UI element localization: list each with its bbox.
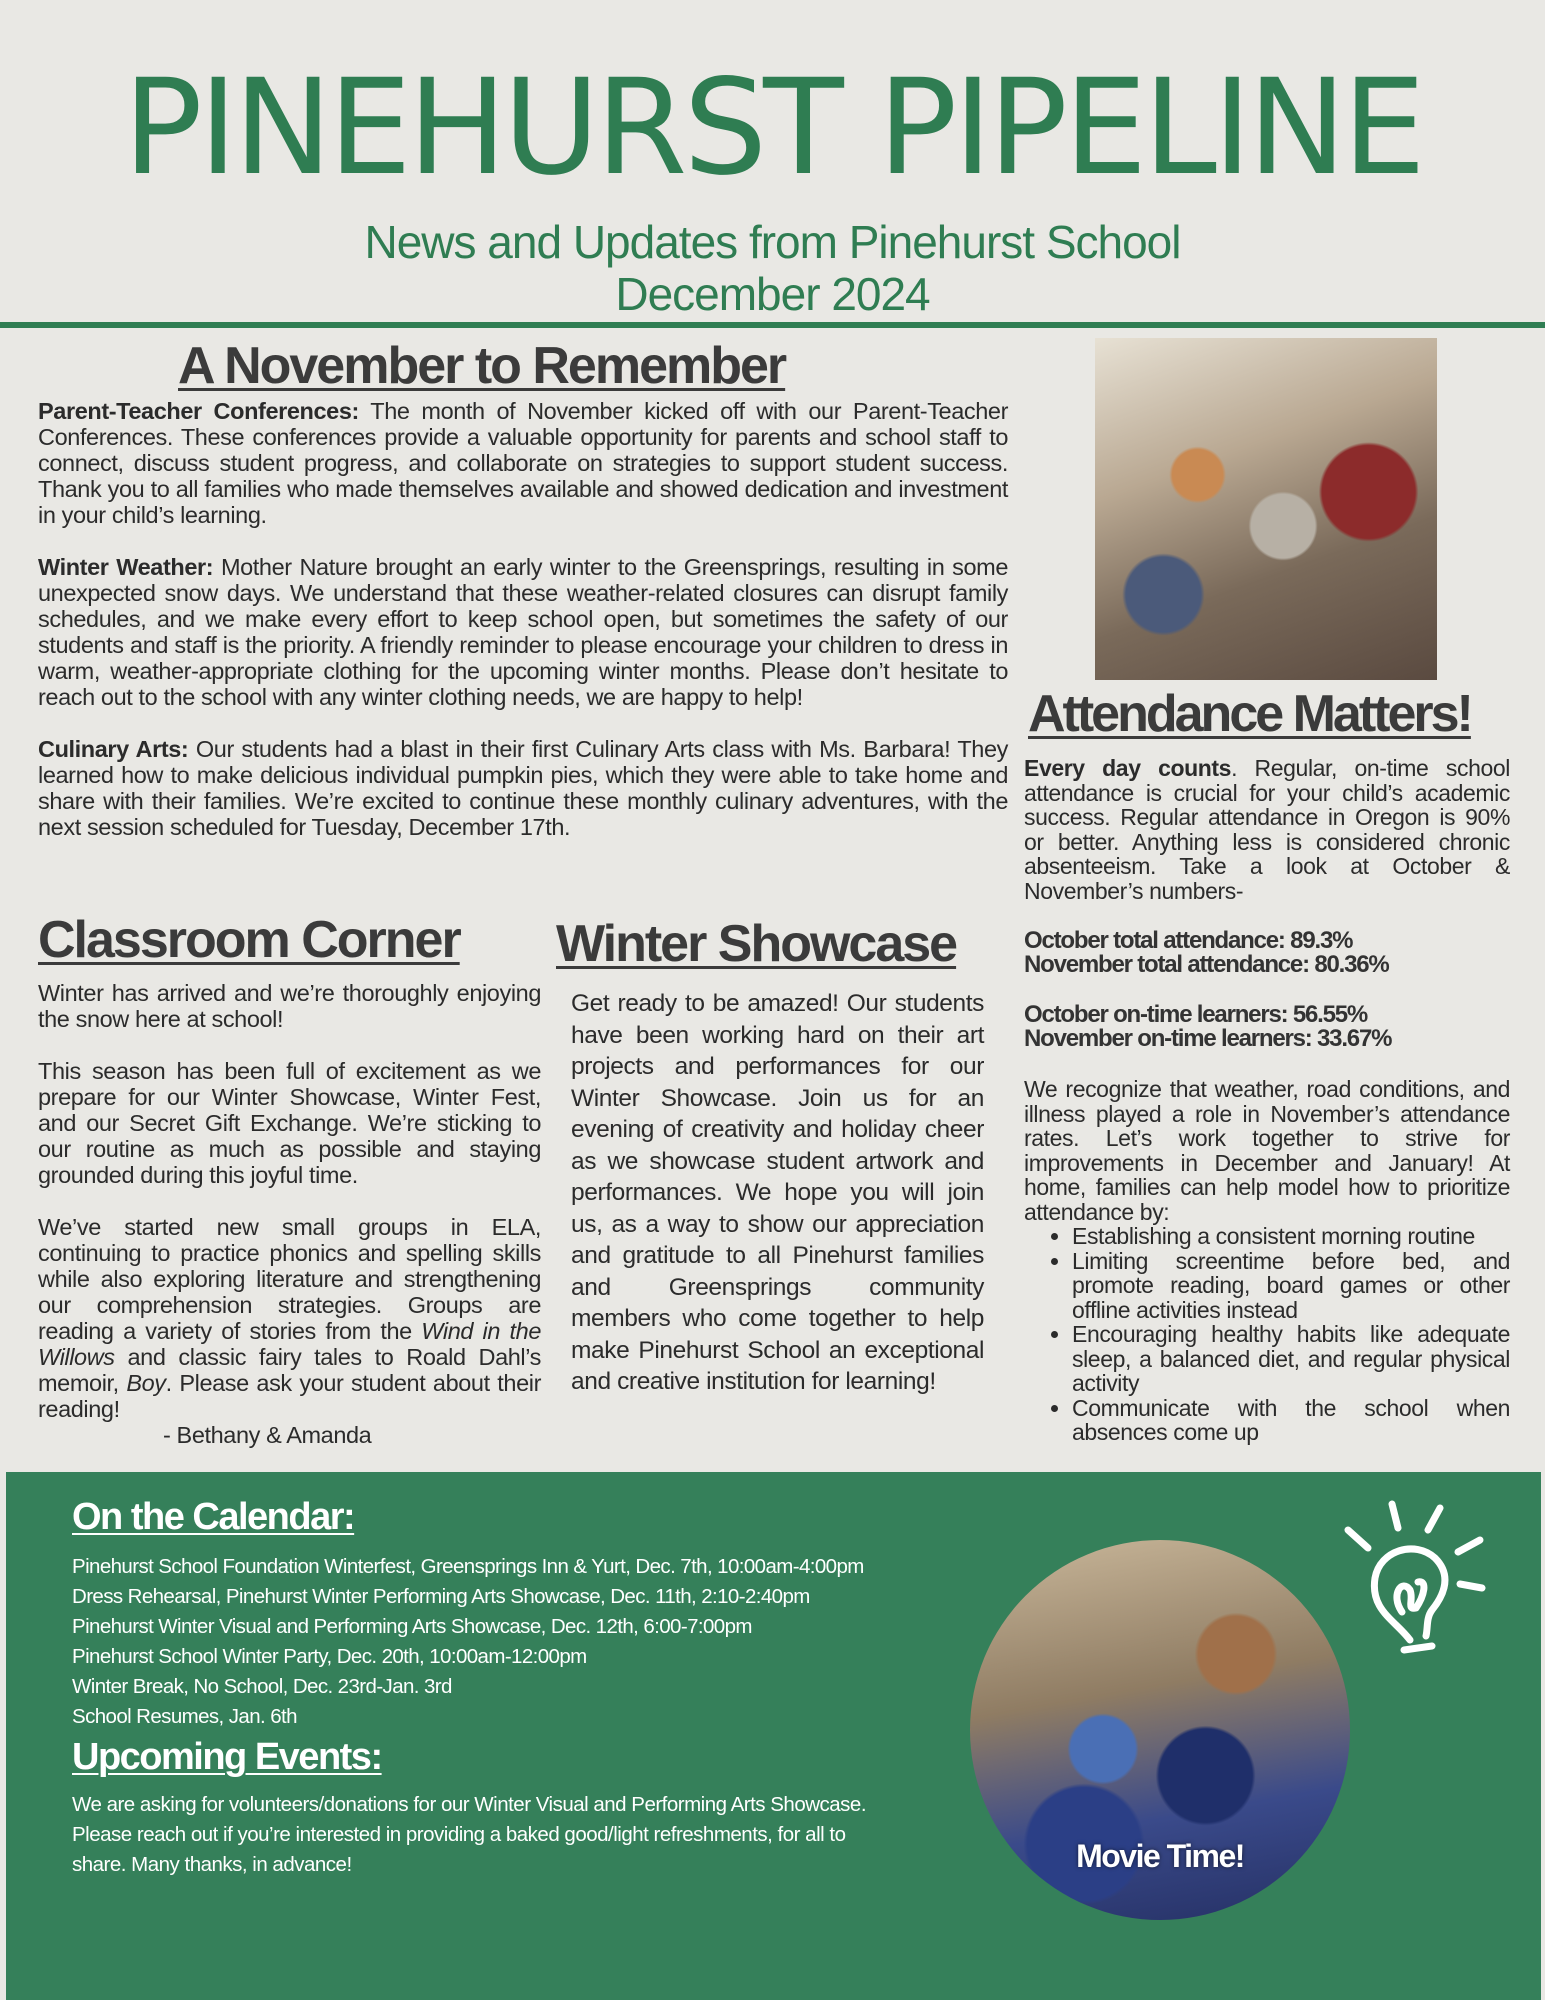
attendance-closing: We recognize that weather, road conditions, and illness played a role in November’s attendance rates. Let’s work together to strive for improvements in December and January! At home, families can help model how to prioritize attendance by: bbox=[1024, 1076, 1510, 1225]
november-total-stat: November total attendance: 80.36% bbox=[1024, 951, 1389, 978]
november-heading: A November to Remember bbox=[178, 337, 786, 395]
list-item: • Limiting screentime before bed, and promote reading, board games or other offline activities instead bbox=[1072, 1249, 1510, 1323]
newsletter-subtitle bbox=[0, 216, 1545, 320]
movie-time-caption: Movie Time! bbox=[1076, 1838, 1244, 1874]
attendance-heading: Attendance Matters! bbox=[1028, 685, 1471, 743]
upcoming-events-heading: Upcoming Events: bbox=[72, 1736, 382, 1778]
attendance-tips-list bbox=[1024, 1224, 1510, 1445]
conferences-paragraph: Parent-Teacher Conferences: The month of November kicked off with our Parent-Teacher Conferences. These conferences provide a valuable opportunity for parents and school staff to connect, discuss student progress, and collaborate on strategies to support student success. Thank you to all families who made themselves available and showed dedication and investment in your child’s learning. bbox=[38, 398, 1008, 528]
attendance-article bbox=[1024, 756, 1510, 1445]
october-ontime-stat: October on-time learners: 56.55% bbox=[1024, 1001, 1368, 1028]
winter-showcase-heading: Winter Showcase bbox=[556, 915, 957, 973]
showcase-paragraph: Get ready to be amazed! Our students have been working hard on their art projects and performances for our Winter Showcase. Join us for an evening of creativity and holiday cheer as we showcase student artwork and performances. We hope you will join us, as a way to show our appreciation and gratitude to all Pinehurst families and Greensprings community members who come together to help make Pinehurst School an exceptional and creative institution for learning! bbox=[571, 990, 984, 1395]
header-divider bbox=[0, 322, 1545, 328]
calendar-event: Dress Rehearsal, Pinehurst Winter Performing Arts Showcase, Dec. 11th, 2:10-2:40pm bbox=[72, 1585, 810, 1608]
classroom-paragraph-3: We’ve started new small groups in ELA, continuing to practice phonics and spelling skills while also exploring literature and strengthening our comprehension strategies. Groups are reading a variety of stories from the Wind in the Willows and classic fairy tales to Roald Dahl’s memoir, Boy. Please ask your student about their reading! bbox=[38, 1214, 541, 1422]
calendar-event: School Resumes, Jan. 6th bbox=[72, 1705, 297, 1728]
classroom-paragraph-1: Winter has arrived and we’re thoroughly enjoying the snow here at school! bbox=[38, 980, 541, 1032]
newsletter-title: PINEHURST PIPELINE bbox=[123, 51, 1422, 205]
weather-paragraph: Winter Weather: Mother Nature brought an early winter to the Greensprings, resulting in some unexpected snow days. We understand that these weather-related closures can disrupt family schedules, and we make every effort to keep school open, but sometimes the safety of our students and staff is the priority. A friendly reminder to please encourage your children to dress in warm, weather-appropriate clothing for the upcoming winter months. Please don’t hesitate to reach out to the school with any winter clothing needs, we are happy to help! bbox=[38, 554, 1008, 710]
classroom-paragraph-2: This season has been full of excitement as we prepare for our Winter Showcase, Winter Fest, and our Secret Gift Exchange. We’re sticking to our routine as much as possible and staying grounded during this joyful time. bbox=[38, 1058, 541, 1188]
culinary-class-photo bbox=[1095, 338, 1437, 680]
subtitle-line-1: News and Updates from Pinehurst School bbox=[364, 216, 1181, 268]
list-item: • Encouraging healthy habits like adequate sleep, a balanced diet, and regular physical activity bbox=[1072, 1322, 1510, 1396]
attendance-intro: Every day counts. Regular, on-time school attendance is crucial for your child’s academic success. Regular attendance in Oregon is 90% or better. Anything less is considered chronic absenteeism. Take a look at October & November’s numbers- bbox=[1024, 755, 1510, 904]
october-total-stat: October total attendance: 89.3% bbox=[1024, 927, 1353, 954]
lightbulb-icon bbox=[1340, 1500, 1490, 1660]
list-item: • Communicate with the school when absences come up bbox=[1072, 1396, 1510, 1445]
winter-showcase-article bbox=[571, 988, 984, 1398]
calendar-event: Pinehurst School Winter Party, Dec. 20th, 10:00am-12:00pm bbox=[72, 1645, 587, 1668]
subtitle-date: December 2024 bbox=[615, 268, 930, 320]
calendar-events bbox=[72, 1552, 992, 1732]
movie-time-photo bbox=[970, 1540, 1350, 1920]
attendance-stats bbox=[1024, 929, 1510, 1051]
culinary-paragraph: Culinary Arts: Our students had a blast in their first Culinary Arts class with Ms. Barbara! They learned how to make delicious individual pumpkin pies, which they were able to take home and share with their families. We’re excited to continue these monthly culinary adventures, with the next session scheduled for Tuesday, December 17th. bbox=[38, 736, 1008, 840]
classroom-signature: - Bethany & Amanda bbox=[163, 1422, 372, 1448]
upcoming-events-text-block bbox=[72, 1790, 872, 1880]
calendar-event: Pinehurst School Foundation Winterfest, Greensprings Inn & Yurt, Dec. 7th, 10:00am-4:00pm bbox=[72, 1555, 864, 1578]
upcoming-events-text: We are asking for volunteers/donations for our Winter Visual and Performing Arts Showcase. Please reach out if you’re interested in providing a baked good/light refreshments, for all to share. Many thanks, in advance! bbox=[72, 1793, 867, 1876]
calendar-event: Winter Break, No School, Dec. 23rd-Jan. 3rd bbox=[72, 1675, 452, 1698]
november-article bbox=[38, 398, 1008, 840]
classroom-corner-heading: Classroom Corner bbox=[38, 911, 460, 969]
classroom-corner-article bbox=[38, 980, 541, 1448]
calendar-heading: On the Calendar: bbox=[72, 1496, 355, 1538]
november-ontime-stat: November on-time learners: 33.67% bbox=[1024, 1025, 1392, 1052]
list-item: • Establishing a consistent morning routine bbox=[1072, 1224, 1510, 1249]
calendar-event: Pinehurst Winter Visual and Performing Arts Showcase, Dec. 12th, 6:00-7:00pm bbox=[72, 1615, 752, 1638]
